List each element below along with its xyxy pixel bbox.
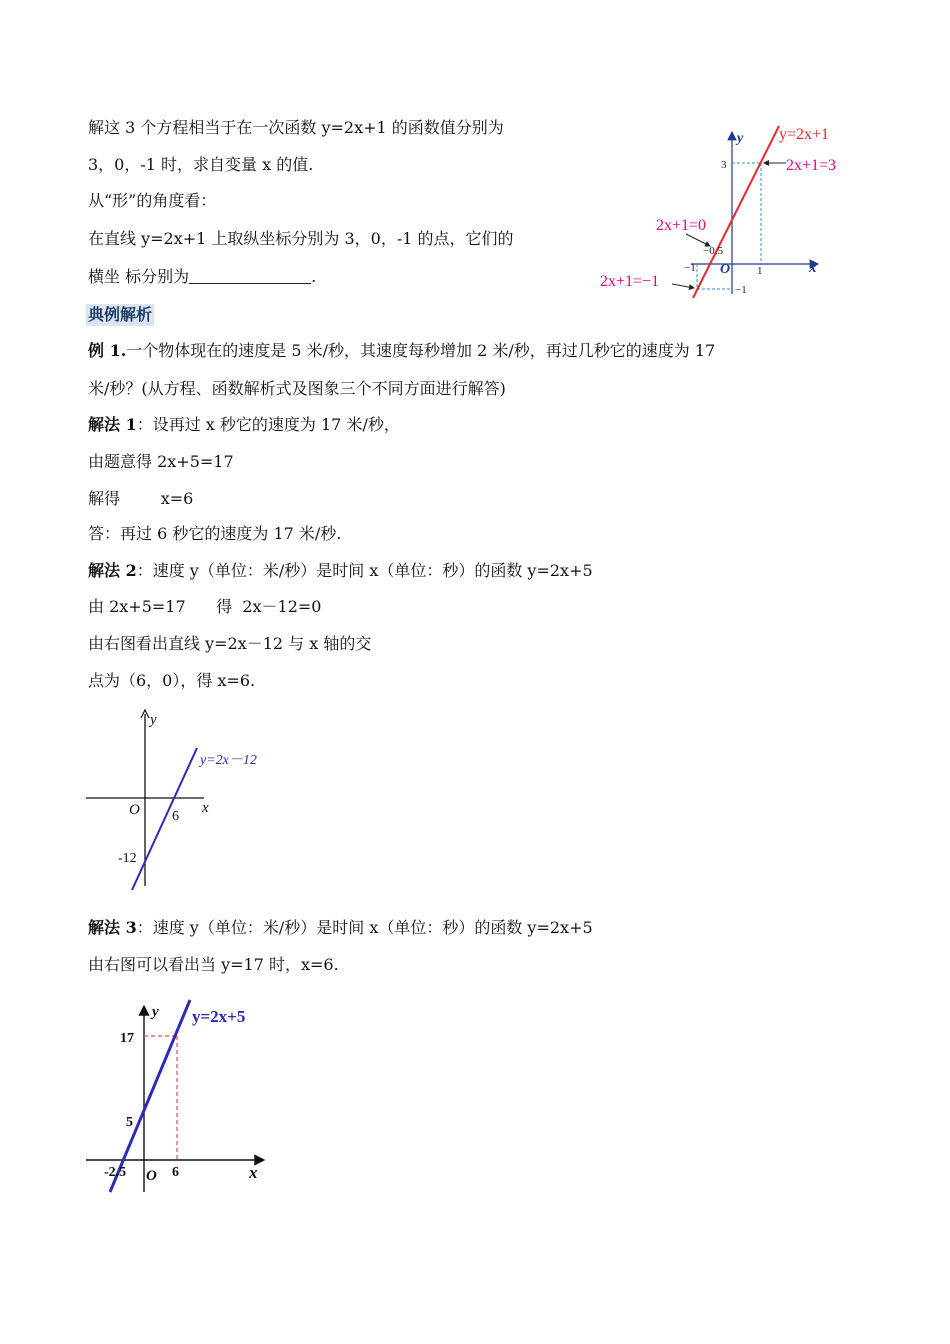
g3-xtick-m2-5: -2.5 [104,1165,127,1180]
g3-line [110,1000,190,1192]
graph-y-2x-plus-5 [84,992,284,1202]
graph-y-2x-plus-1 [596,118,866,308]
g3-line-label: y=2x+5 [192,1007,246,1026]
method3-label: 解法 3 [88,918,137,937]
method2-line-2: 由 2x+5=17 得 2x－12=0 [88,597,322,616]
intro-line-5 [88,266,316,288]
g2-line [132,748,197,890]
method3-line-2: 由右图可以看出当 y=17 时，x=6. [88,955,339,974]
g2-x-label: x [202,800,209,816]
example-line-1 [88,340,715,362]
section-title: 典例解析 [88,305,153,324]
method1-text: ：设再过 x 秒它的速度为 17 米/秒， [136,415,400,434]
g1-annot-3: 2x+1=3 [786,157,837,174]
g2-origin: O [129,802,140,818]
g1-x-label: x [809,260,817,276]
method1-line-2: 由题意得 2x+5=17 [88,452,234,471]
intro-line-4: 在直线 y=2x+1 上取纵坐标分别为 3，0，-1 的点，它们的 [88,229,514,248]
g2-y-intercept: -12 [118,851,137,866]
g2-y-label: y [150,712,157,728]
g3-origin: O [146,1168,157,1184]
method1-line-4: 答：再过 6 秒它的速度为 17 米/秒. [88,524,342,543]
g1-point-label: −0.5 [703,245,723,257]
method1-line-1 [88,414,400,436]
g1-ytick-3: 3 [721,159,727,171]
g1-y-label: y [737,131,744,146]
g2-line-label: y=2x－12 [200,753,257,768]
method2-line-1 [88,560,593,582]
intro-line-5-suffix: . [311,267,317,286]
g3-ytick-5: 5 [126,1115,133,1130]
method3-text: ：速度 y（单位：米/秒）是时间 x（单位：秒）的函数 y=2x+5 [136,918,593,937]
g1-arrow-0 [686,234,710,246]
example-label: 例 1. [88,341,127,360]
method2-line-4: 点为（6，0），得 x=6. [88,671,256,690]
method2-line-3: 由右图看出直线 y=2x－12 与 x 轴的交 [88,634,372,653]
g3-xtick-6: 6 [172,1165,179,1180]
intro-line-1: 解这 3 个方程相当于在一次函数 y=2x+1 的函数值分别为 [88,118,504,137]
intro-line-3: 从“形”的角度看： [88,191,217,210]
g1-xtick-m1: −1 [684,262,696,274]
example-line-2: 米/秒？(从方程、函数解析式及图象三个不同方面进行解答) [88,379,506,398]
intro-line-5-prefix: 横坐 标分别为 [88,267,190,286]
method1-label: 解法 1 [88,415,137,434]
intro-line-2: 3，0，-1 时，求自变量 x 的值. [88,155,314,174]
g1-annot-0: 2x+1=0 [656,217,707,234]
example-text-1: 一个物体现在的速度是 5 米/秒，其速度每秒增加 2 米/秒，再过几秒它的速度为 17 [126,341,716,360]
graph-y-2x-minus-12 [84,708,284,898]
g1-annot-m1: 2x+1=−1 [600,273,660,290]
g1-line-label: y=2x+1 [779,126,830,143]
g1-origin: O [720,262,731,277]
method3-line-1 [88,917,593,939]
g3-x-label: x [249,1163,258,1182]
method2-text: ：速度 y（单位：米/秒）是时间 x（单位：秒）的函数 y=2x+5 [136,561,593,580]
method1-line-3: 解得 x=6 [88,489,194,508]
g1-ytick-m1: −1 [735,284,747,296]
answer-blank[interactable] [189,267,311,284]
g1-xtick-1: 1 [757,265,763,277]
g2-x-intercept: 6 [172,809,179,824]
g1-arrow-m1 [672,284,694,288]
method2-label: 解法 2 [88,561,137,580]
g3-y-label: y [152,1004,159,1020]
g3-ytick-17: 17 [120,1031,134,1046]
g1-line [693,126,779,298]
